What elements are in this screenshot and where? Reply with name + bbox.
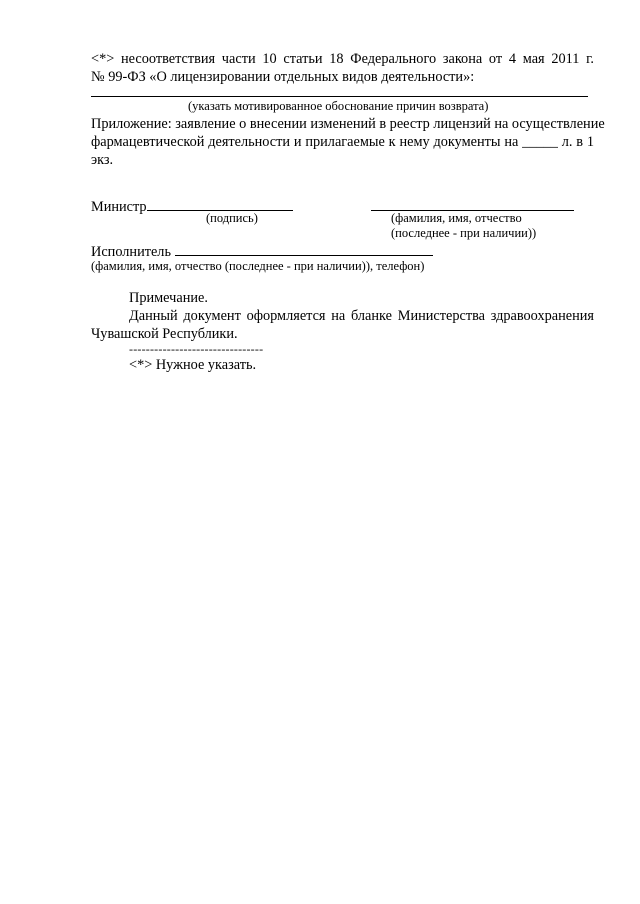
note-title: Примечание. xyxy=(129,290,208,306)
executor-blank xyxy=(175,242,433,256)
minister-label: Министр xyxy=(91,199,147,215)
footnote-separator: -------------------------------- xyxy=(129,342,264,356)
minister-row xyxy=(91,197,293,216)
attachment-line-2 xyxy=(91,133,594,151)
basis-line-2: № 99-ФЗ «О лицензировании отдельных видов деятельности»: xyxy=(91,69,475,85)
footnote: <*> Нужное указать. xyxy=(129,357,257,373)
executor-hint: (фамилия, имя, отчество (последнее - при наличии)), телефон) xyxy=(91,259,425,273)
executor-label: Исполнитель xyxy=(91,244,171,260)
name-hint-2: (последнее - при наличии)) xyxy=(391,226,537,240)
attachment-line-2-tail: л. в 1 xyxy=(561,134,594,150)
attachment-line-3: экз. xyxy=(91,152,114,168)
reason-hint: (указать мотивированное обоснование причин возврата) xyxy=(188,99,489,113)
note-line-2: Чувашской Республики. xyxy=(91,326,238,342)
pages-blank: _____ xyxy=(522,134,558,150)
attachment-line-1: Приложение: заявление о внесении изменений в реестр лицензий на осуществление xyxy=(91,116,605,132)
signature-blank xyxy=(147,197,293,211)
note-line-1: Данный документ оформляется на бланке Министерства здравоохранения xyxy=(129,308,594,324)
basis-line-1: <*> несоответствия части 10 статьи 18 Федерального закона от 4 мая 2011 г. xyxy=(91,51,594,67)
attachment-line-2-text: фармацевтической деятельности и прилагаемые к нему документы на xyxy=(91,134,519,150)
name-hint-1: (фамилия, имя, отчество xyxy=(391,211,522,225)
reason-blank-line xyxy=(91,96,588,97)
signature-hint: (подпись) xyxy=(206,211,258,225)
